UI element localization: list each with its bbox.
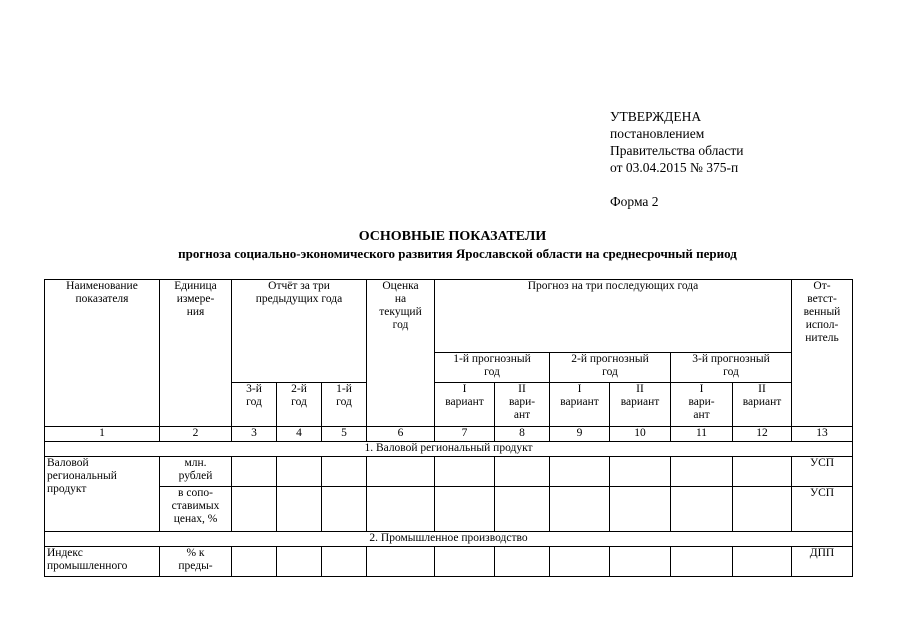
header-variant: I вариант: [550, 383, 610, 427]
data-cell: [435, 547, 495, 577]
data-cell: [277, 457, 322, 487]
unit-cell: % к преды-: [160, 547, 232, 577]
section-title: 1. Валовой региональный продукт: [45, 442, 853, 457]
data-cell: [277, 487, 322, 532]
header-forecast-year-1: 1-й прогнозный год: [435, 353, 550, 383]
column-number: 5: [322, 427, 367, 442]
indicator-name: Индекс промышленного: [45, 547, 160, 577]
column-number: 2: [160, 427, 232, 442]
responsible-cell: УСП: [792, 457, 853, 487]
header-report: Отчёт за три предыдущих года: [232, 280, 367, 383]
column-number: 1: [45, 427, 160, 442]
header-unit: Единица измере- ния: [160, 280, 232, 427]
header-estimate: Оценка на текущий год: [367, 280, 435, 427]
column-number: 8: [495, 427, 550, 442]
data-cell: [232, 547, 277, 577]
data-cell: [277, 547, 322, 577]
approval-line-1: УТВЕРЖДЕНА: [610, 109, 702, 124]
data-cell: [610, 487, 671, 532]
data-cell: [367, 457, 435, 487]
approval-line-2: постановлением: [610, 126, 705, 141]
data-cell: [550, 487, 610, 532]
data-cell: [733, 457, 792, 487]
data-cell: [232, 487, 277, 532]
responsible-cell: ДПП: [792, 547, 853, 577]
data-cell: [367, 487, 435, 532]
header-variant: II вари- ант: [495, 383, 550, 427]
data-cell: [322, 547, 367, 577]
column-number: 13: [792, 427, 853, 442]
header-year-2: 2-й год: [277, 383, 322, 427]
indicator-name: Валовой региональный продукт: [45, 457, 160, 532]
data-cell: [550, 457, 610, 487]
data-cell: [610, 547, 671, 577]
header-indicator-name: Наименование показателя: [45, 280, 160, 427]
header-forecast-year-2: 2-й прогнозный год: [550, 353, 671, 383]
data-cell: [322, 457, 367, 487]
column-number: 6: [367, 427, 435, 442]
data-cell: [495, 487, 550, 532]
header-variant: I вариант: [435, 383, 495, 427]
header-variant: II вариант: [610, 383, 671, 427]
approval-stamp: [610, 108, 743, 176]
data-cell: [610, 457, 671, 487]
column-number: 11: [671, 427, 733, 442]
approval-line-3: Правительства области: [610, 143, 744, 158]
data-cell: [671, 547, 733, 577]
data-cell: [671, 457, 733, 487]
form-label: Форма 2: [610, 194, 659, 209]
column-number: 12: [733, 427, 792, 442]
header-variant: I вари- ант: [671, 383, 733, 427]
document-title: ОСНОВНЫЕ ПОКАЗАТЕЛИ: [358, 229, 547, 244]
column-number: 7: [435, 427, 495, 442]
indicators-table: [44, 279, 853, 577]
section-title: 2. Промышленное производство: [45, 532, 853, 547]
header-year-3: 3-й год: [232, 383, 277, 427]
header-year-1: 1-й год: [322, 383, 367, 427]
data-cell: [435, 487, 495, 532]
data-cell: [232, 457, 277, 487]
document-subtitle: прогноза социально-экономического развития Ярославской области на среднесрочный период: [178, 246, 737, 261]
data-cell: [435, 457, 495, 487]
data-cell: [733, 487, 792, 532]
data-cell: [495, 547, 550, 577]
data-cell: [367, 547, 435, 577]
responsible-cell: УСП: [792, 487, 853, 532]
column-number: 3: [232, 427, 277, 442]
column-number: 4: [277, 427, 322, 442]
header-responsible: От- ветст- венный испол- нитель: [792, 280, 853, 427]
header-variant: II вариант: [733, 383, 792, 427]
approval-line-4: от 03.04.2015 № 375-п: [610, 160, 739, 175]
header-forecast-year-3: 3-й прогнозный год: [671, 353, 792, 383]
column-number: 9: [550, 427, 610, 442]
data-cell: [550, 547, 610, 577]
data-cell: [733, 547, 792, 577]
data-cell: [671, 487, 733, 532]
data-cell: [322, 487, 367, 532]
unit-cell: млн. рублей: [160, 457, 232, 487]
column-number: 10: [610, 427, 671, 442]
data-cell: [495, 457, 550, 487]
header-forecast: Прогноз на три последующих года: [435, 280, 792, 353]
unit-cell: в сопо- ставимых ценах, %: [160, 487, 232, 532]
